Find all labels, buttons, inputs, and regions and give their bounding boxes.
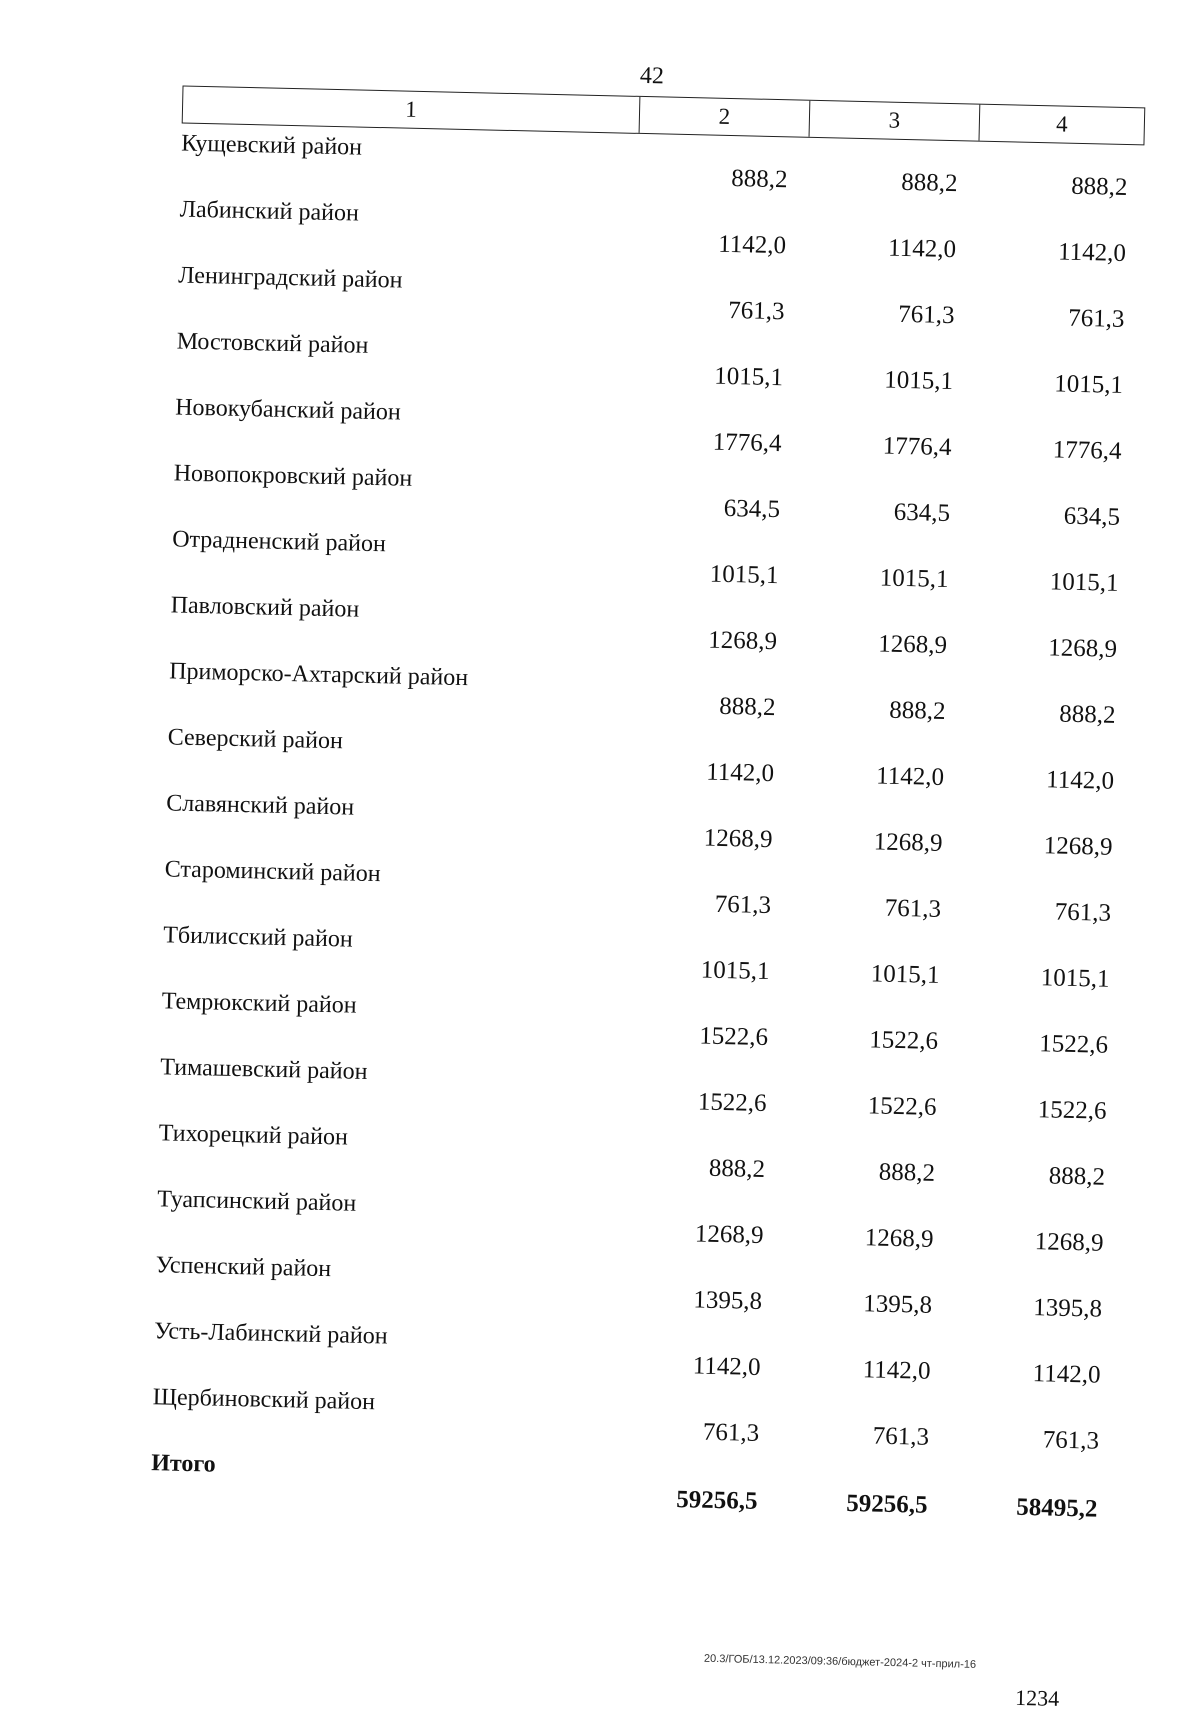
district-name: Славянский район [165, 790, 355, 821]
value-col-4: 1015,1 [1040, 964, 1110, 993]
value-col-2: 1015,1 [700, 956, 770, 986]
column-header-1: 1 [183, 87, 641, 133]
value-col-2: 1395,8 [693, 1286, 763, 1315]
value-col-2: 761,3 [702, 1418, 760, 1447]
value-col-2: 1522,6 [699, 1022, 769, 1052]
value-col-3: 1142,0 [887, 234, 957, 264]
district-name: Павловский район [170, 592, 360, 623]
value-col-3: 1268,9 [864, 1224, 934, 1253]
value-col-3: 888,2 [888, 696, 946, 726]
district-name: Тимашевский район [159, 1054, 368, 1085]
value-col-3: 888,2 [900, 168, 958, 198]
value-col-2: 1268,9 [708, 626, 778, 656]
column-header-4: 4 [1055, 111, 1068, 137]
column-header-2: 2 [640, 97, 811, 137]
district-name: Приморско-Ахтарский район [168, 658, 469, 692]
value-col-4: 1142,0 [1032, 1360, 1101, 1389]
value-col-4: 1142,0 [1045, 766, 1115, 795]
footer-code: 20.3/ГОБ/13.12.2023/09:36/бюджет-2024-2 чт-прил-16 [703, 1652, 977, 1671]
value-col-4: 1776,4 [1052, 436, 1122, 465]
value-col-2: 1142,0 [692, 1352, 761, 1381]
value-col-3: 1015,1 [883, 366, 954, 396]
value-col-3: 761,3 [897, 300, 955, 330]
value-col-2: 1522,6 [697, 1088, 767, 1118]
value-col-4: 1142,0 [1057, 238, 1127, 267]
value-col-4: 1268,9 [1043, 832, 1113, 861]
value-col-2: 1776,4 [712, 428, 782, 458]
value-col-4: 1015,1 [1049, 568, 1119, 597]
total-col-2: 59256,5 [676, 1486, 758, 1515]
value-col-2: 761,3 [714, 890, 772, 920]
value-col-2: 1142,0 [717, 230, 787, 260]
district-table-body [0, 126, 1198, 1539]
value-col-3: 1142,0 [862, 1356, 931, 1385]
district-name: Новокубанский район [174, 394, 402, 426]
district-name: Северский район [167, 724, 344, 755]
district-name: Кущевский район [180, 130, 363, 161]
district-name: Мостовский район [176, 328, 369, 359]
value-col-3: 761,3 [884, 894, 942, 923]
value-col-4: 888,2 [1058, 700, 1116, 729]
value-col-3: 1522,6 [869, 1026, 939, 1055]
value-col-2: 1015,1 [714, 362, 784, 392]
value-col-2: 634,5 [723, 494, 781, 524]
document-number: 1234 [1014, 1684, 1060, 1711]
district-name: Щербиновский район [152, 1384, 376, 1416]
value-col-2: 1268,9 [703, 824, 773, 854]
value-col-4: 1395,8 [1032, 1294, 1103, 1323]
total-col-3: 59256,5 [845, 1489, 928, 1519]
district-name: Отрадненский район [171, 526, 387, 558]
value-col-4: 1522,6 [1038, 1030, 1109, 1059]
value-col-2: 888,2 [731, 165, 788, 194]
value-col-3: 1395,8 [863, 1290, 933, 1319]
district-name: Успенский район [155, 1252, 332, 1283]
district-name: Усть-Лабинский район [153, 1318, 388, 1350]
value-col-3: 1015,1 [870, 960, 940, 989]
value-col-3: 1268,9 [873, 828, 943, 857]
district-name: Староминский район [164, 856, 381, 888]
value-col-2: 761,3 [728, 296, 785, 326]
value-col-4: 888,2 [1048, 1162, 1106, 1191]
value-col-4: 1268,9 [1034, 1228, 1104, 1257]
value-col-2: 1268,9 [694, 1220, 764, 1250]
value-col-2: 1142,0 [705, 758, 775, 788]
total-col-4: 58495,2 [1015, 1493, 1098, 1523]
value-col-4: 761,3 [1054, 898, 1112, 927]
value-col-2: 1015,1 [709, 560, 779, 590]
district-name: Лабинский район [179, 196, 360, 227]
page-number: 42 [639, 62, 665, 90]
district-name: Ленинградский район [177, 262, 403, 294]
district-name: Тихорецкий район [158, 1120, 349, 1151]
value-col-3: 1522,6 [867, 1092, 937, 1121]
value-col-4: 1268,9 [1047, 634, 1118, 663]
value-col-3: 888,2 [878, 1158, 936, 1187]
column-header-3: 3 [810, 101, 981, 141]
district-name: Туапсинский район [156, 1186, 357, 1217]
value-col-3: 1268,9 [877, 630, 948, 660]
value-col-3: 1776,4 [882, 432, 952, 462]
value-col-3: 1015,1 [879, 564, 949, 594]
value-col-2: 888,2 [708, 1154, 766, 1184]
value-col-3: 1142,0 [875, 762, 945, 791]
value-col-4: 1522,6 [1037, 1096, 1107, 1125]
district-name: Тбилисский район [162, 922, 354, 953]
value-col-3: 634,5 [893, 498, 951, 528]
district-name: Темрюкский район [161, 988, 357, 1019]
value-col-3: 761,3 [872, 1422, 930, 1451]
value-col-4: 761,3 [1042, 1426, 1100, 1455]
district-name: Новопокровский район [173, 460, 413, 492]
value-col-4: 888,2 [1070, 172, 1128, 201]
value-col-4: 634,5 [1063, 502, 1121, 531]
value-col-2: 888,2 [719, 692, 776, 722]
total-label: Итого [150, 1450, 217, 1478]
value-col-4: 761,3 [1067, 304, 1125, 333]
value-col-4: 1015,1 [1053, 370, 1124, 399]
